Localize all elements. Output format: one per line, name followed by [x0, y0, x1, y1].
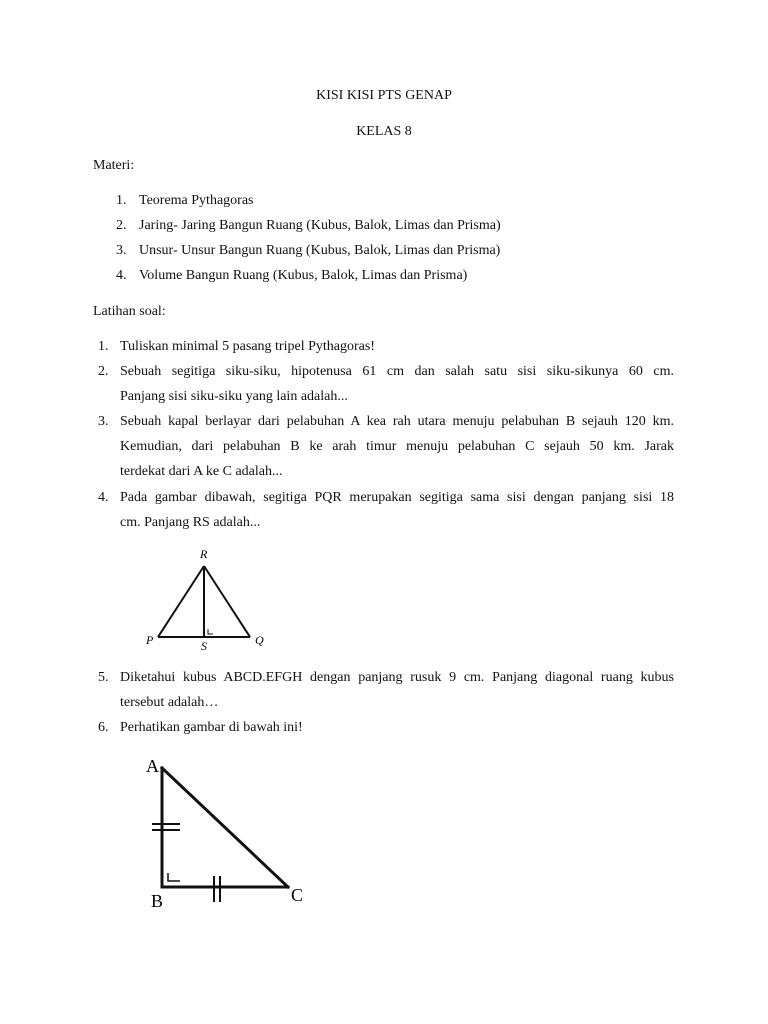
side-rp	[158, 566, 204, 637]
soal-line: Pada gambar dibawah, segitiga PQR merupakan segitiga sama sisi dengan panjang sisi 18	[120, 490, 674, 505]
materi-item: Unsur- Unsur Bangun Ruang (Kubus, Balok, Limas dan Prisma)	[139, 243, 501, 258]
label-c: C	[291, 885, 304, 905]
soal-number: 4.	[98, 490, 109, 505]
materi-number: 4.	[116, 268, 127, 283]
materi-heading: Materi:	[93, 158, 135, 173]
materi-item: Volume Bangun Ruang (Kubus, Balok, Limas dan Prisma)	[139, 268, 468, 283]
soal-line: Sebuah kapal berlayar dari pelabuhan A kea rah utara menuju pelabuhan B sejauh 120 km.	[120, 414, 674, 429]
soal-line: Tuliskan minimal 5 pasang tripel Pythagoras!	[120, 339, 375, 354]
label-r: R	[200, 547, 208, 561]
label-s: S	[201, 639, 207, 653]
triangle-abc-figure	[140, 750, 320, 915]
materi-item: Teorema Pythagoras	[139, 193, 254, 208]
soal-number: 1.	[98, 339, 109, 354]
soal-number: 5.	[98, 670, 109, 685]
soal-line: Sebuah segitiga siku-siku, hipotenusa 61 cm dan salah satu sisi siku-sikunya 60 cm.	[120, 364, 674, 379]
latihan-heading: Latihan soal:	[93, 304, 166, 319]
soal-line: tersebut adalah…	[120, 695, 219, 710]
soal-number: 2.	[98, 364, 109, 379]
soal-line: cm. Panjang RS adalah...	[120, 515, 261, 530]
materi-number: 2.	[116, 218, 127, 233]
triangle-pqr-figure	[140, 540, 280, 655]
materi-number: 1.	[116, 193, 127, 208]
right-angle-marker	[208, 629, 213, 634]
soal-number: 6.	[98, 720, 109, 735]
label-a: A	[146, 756, 159, 776]
right-angle-marker	[168, 873, 180, 881]
label-p: P	[146, 633, 154, 647]
soal-line: Diketahui kubus ABCD.EFGH dengan panjang rusuk 9 cm. Panjang diagonal ruang kubus	[120, 670, 674, 685]
soal-line: Panjang sisi siku-siku yang lain adalah...	[120, 389, 348, 404]
label-b: B	[151, 891, 164, 911]
document-subtitle: KELAS 8	[356, 124, 412, 139]
materi-number: 3.	[116, 243, 127, 258]
materi-item: Jaring- Jaring Bangun Ruang (Kubus, Balok, Limas dan Prisma)	[139, 218, 501, 233]
soal-number: 3.	[98, 414, 109, 429]
soal-line: terdekat dari A ke C adalah...	[120, 464, 283, 479]
soal-line: Kemudian, dari pelabuhan B ke arah timur menuju pelabuhan C sejauh 50 km. Jarak	[120, 439, 674, 454]
side-rq	[204, 566, 250, 637]
soal-line: Perhatikan gambar di bawah ini!	[120, 720, 303, 735]
document-title: KISI KISI PTS GENAP	[316, 88, 452, 103]
label-q: Q	[255, 633, 264, 647]
side-ac	[162, 768, 288, 887]
